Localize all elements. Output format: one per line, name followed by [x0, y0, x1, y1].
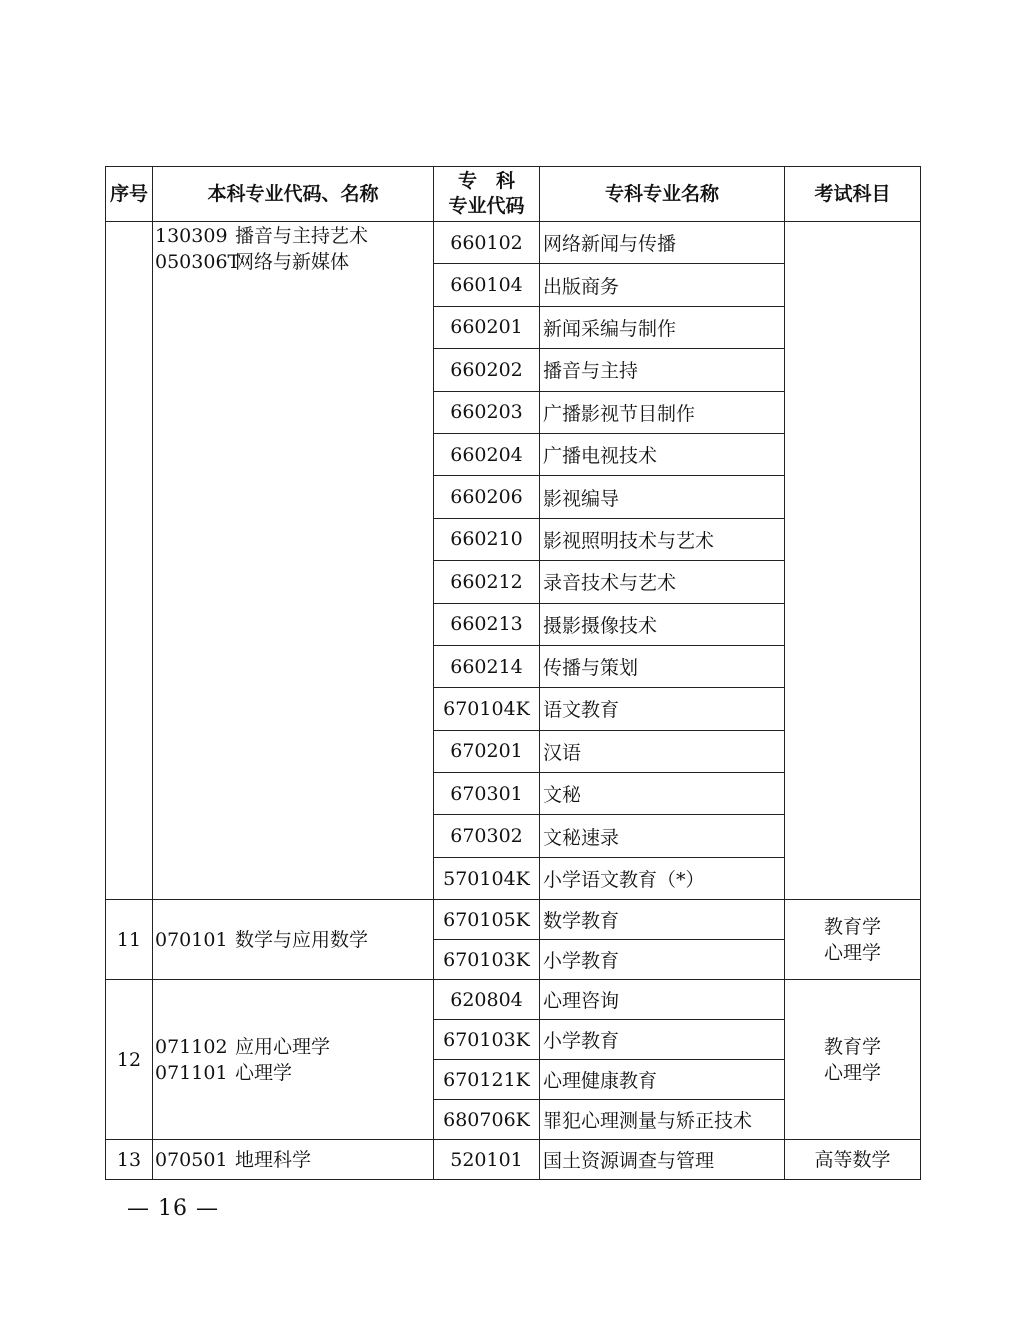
zk-major-name: 数学教育 — [540, 900, 785, 940]
bachelor-major-code: 050306T — [155, 251, 241, 273]
table-header-row — [106, 167, 921, 222]
exam-subject: 心理学 — [823, 1061, 881, 1084]
exam-subjects-cell — [785, 1140, 921, 1180]
zk-major-code: 680706K — [434, 1100, 540, 1140]
zk-major-code: 660213 — [434, 603, 540, 645]
header-zk-code-line1: 专 科 — [457, 170, 515, 192]
bachelor-major-code: 071101 — [155, 1061, 228, 1084]
zk-major-name: 广播电视技术 — [540, 433, 785, 475]
zk-major-name: 影视照明技术与艺术 — [540, 518, 785, 560]
bachelor-major-code: 071102 — [155, 1035, 228, 1058]
zk-major-code: 670121K — [434, 1060, 540, 1100]
bachelor-major-cell — [153, 222, 434, 900]
zk-major-code: 660102 — [434, 222, 540, 264]
zk-major-name: 文秘速录 — [540, 815, 785, 857]
zk-major-code: 670105K — [434, 900, 540, 940]
header-exam: 考试科目 — [785, 167, 921, 222]
exam-subject: 心理学 — [823, 941, 881, 964]
header-zk-code-line2: 专业代码 — [448, 195, 525, 217]
bachelor-major-name: 数学与应用数学 — [235, 928, 369, 951]
zk-major-name: 摄影摄像技术 — [540, 603, 785, 645]
zk-major-name: 文秘 — [540, 773, 785, 815]
zk-major-code: 660212 — [434, 561, 540, 603]
bachelor-major-name: 地理科学 — [235, 1148, 312, 1171]
zk-major-name: 小学教育 — [540, 1020, 785, 1060]
zk-major-code: 670301 — [434, 773, 540, 815]
exam-subject: 高等数学 — [814, 1148, 891, 1171]
zk-major-name: 传播与策划 — [540, 645, 785, 687]
header-seq: 序号 — [106, 167, 153, 222]
zk-major-name: 小学教育 — [540, 940, 785, 980]
seq-cell — [106, 222, 153, 900]
exam-subject: 教育学 — [823, 915, 881, 938]
bachelor-major-cell — [153, 900, 434, 980]
bachelor-major-cell — [153, 980, 434, 1140]
seq-cell: 13 — [106, 1140, 153, 1180]
bachelor-major-name: 网络与新媒体 — [235, 251, 350, 273]
zk-major-name: 出版商务 — [540, 264, 785, 306]
zk-major-name: 国土资源调查与管理 — [540, 1140, 785, 1180]
exam-subjects-cell — [785, 980, 921, 1140]
zk-major-code: 570104K — [434, 857, 540, 899]
zk-major-name: 网络新闻与传播 — [540, 222, 785, 264]
header-zk-name: 专科专业名称 — [540, 167, 785, 222]
zk-major-name: 语文教育 — [540, 688, 785, 730]
header-zk-code — [434, 167, 540, 222]
exam-subjects-cell — [785, 222, 921, 900]
major-table — [105, 166, 921, 1180]
zk-major-code: 660214 — [434, 645, 540, 687]
zk-major-name: 小学语文教育（*） — [540, 857, 785, 899]
zk-major-code: 670302 — [434, 815, 540, 857]
zk-major-code: 670103K — [434, 940, 540, 980]
bachelor-major-line — [155, 927, 433, 953]
bachelor-major-code: 070101 — [155, 928, 228, 951]
header-bachelor-major: 本科专业代码、名称 — [153, 167, 434, 222]
bachelor-major-name: 播音与主持艺术 — [235, 225, 369, 247]
table-row — [106, 980, 921, 1020]
zk-major-code: 670104K — [434, 688, 540, 730]
zk-major-name: 影视编导 — [540, 476, 785, 518]
zk-major-name: 罪犯心理测量与矫正技术 — [540, 1100, 785, 1140]
bachelor-major-line — [155, 249, 433, 275]
table-row — [106, 222, 921, 264]
zk-major-name: 新闻采编与制作 — [540, 306, 785, 348]
bachelor-major-line — [155, 223, 433, 249]
zk-major-code: 670103K — [434, 1020, 540, 1060]
table-row — [106, 900, 921, 940]
zk-major-code: 660210 — [434, 518, 540, 560]
zk-major-code: 660203 — [434, 391, 540, 433]
table-body — [106, 222, 921, 1180]
bachelor-major-line — [155, 1034, 433, 1060]
bachelor-major-cell — [153, 1140, 434, 1180]
bachelor-major-name: 应用心理学 — [235, 1035, 331, 1058]
zk-major-name: 心理咨询 — [540, 980, 785, 1020]
zk-major-code: 520101 — [434, 1140, 540, 1180]
zk-major-code: 670201 — [434, 730, 540, 772]
zk-major-code: 660202 — [434, 349, 540, 391]
seq-cell: 11 — [106, 900, 153, 980]
exam-subjects-cell — [785, 900, 921, 980]
zk-major-name: 播音与主持 — [540, 349, 785, 391]
seq-cell: 12 — [106, 980, 153, 1140]
zk-major-name: 心理健康教育 — [540, 1060, 785, 1100]
bachelor-major-code: 070501 — [155, 1148, 228, 1171]
page-number: — 16 — — [127, 1196, 219, 1221]
zk-major-name: 汉语 — [540, 730, 785, 772]
zk-major-code: 660204 — [434, 433, 540, 475]
zk-major-code: 660104 — [434, 264, 540, 306]
table-row — [106, 1140, 921, 1180]
zk-major-code: 620804 — [434, 980, 540, 1020]
zk-major-name: 广播影视节目制作 — [540, 391, 785, 433]
zk-major-code: 660201 — [434, 306, 540, 348]
zk-major-code: 660206 — [434, 476, 540, 518]
zk-major-name: 录音技术与艺术 — [540, 561, 785, 603]
exam-subject: 教育学 — [823, 1035, 881, 1058]
bachelor-major-code: 130309 — [155, 225, 228, 247]
bachelor-major-line — [155, 1147, 433, 1173]
bachelor-major-name: 心理学 — [235, 1061, 293, 1084]
bachelor-major-line — [155, 1060, 433, 1086]
